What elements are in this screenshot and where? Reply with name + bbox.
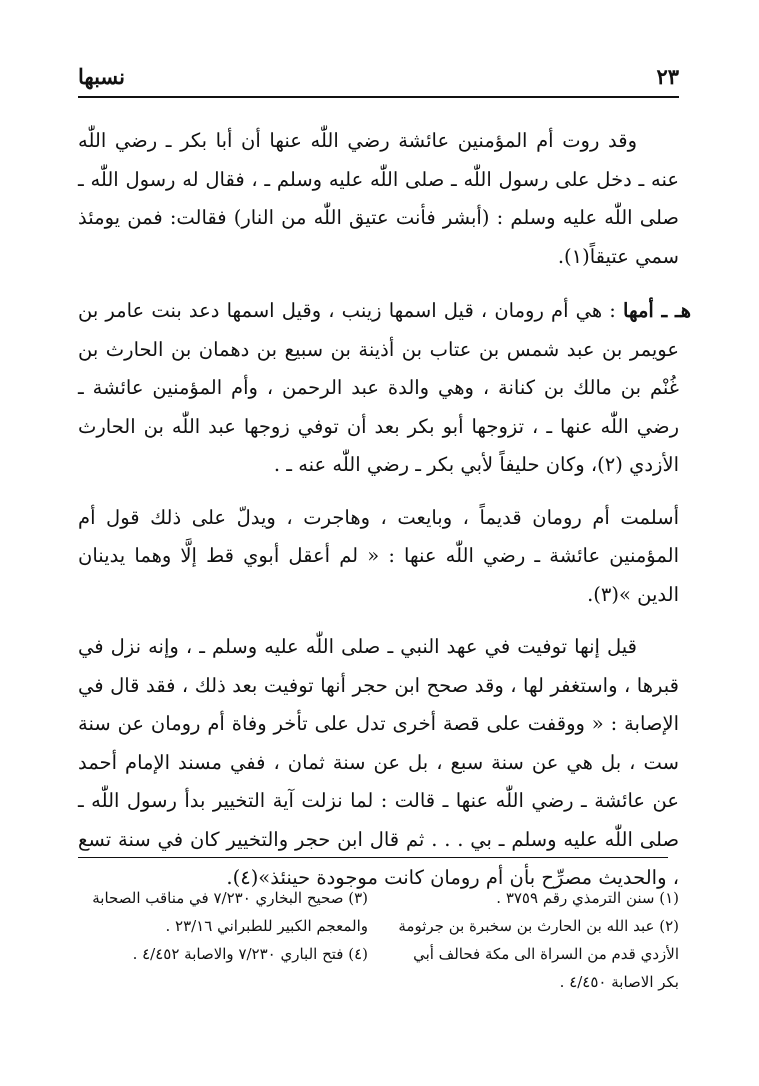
- footnote-divider: [78, 857, 668, 858]
- paragraph-death-date: قيل إنها توفيت في عهد النبي ـ صلى اللّٰه عليه وسلم ـ ، وإنه نزل في قبرها ، واستغفر لها ، وقد صحح ابن حجر أنها توفيت بعد ذلك ، فقد قال في الإصابة : « ووقفت على قصة أخرى تدل على تأخر وفاة أم رومان عن سنة ست ، بل هي عن سنة سبع ، بل عن سنة ثمان ، ففي مسند الإمام أحمد عن عائشة ـ رضي اللّٰه عنها ـ قالت : لما نزلت آية التخيير بدأ رسول اللّٰه ـ صلى اللّٰه عليه وسلم ـ بي . . . ثم قال ابن حجر والتخيير كان في سنة تسع ، والحديث مصرِّح بأن أم رومان كانت موجودة حينئذ»(٤).: [78, 635, 679, 889]
- footnote-line: (٢) عبد الله بن الحارث بن سخبرة بن جرثومة: [398, 917, 679, 935]
- page-number: ٢٣: [656, 64, 679, 89]
- paragraph-mother-text: : هي أم رومان ، قيل اسمها زينب ، وقيل اسمها دعد بنت عامر بن عويمر بن عبد شمس بن عتاب بن أذينة بن سبيع بن دهمان بن الحارث بن غُنْم بن مالك بن كنانة ، وهي والدة عبد الرحمن ، وأم المؤمنين عائشة ـ رضي اللّٰه عنها ـ ، تزوجها أبو بكر بعد أن توفي زوجها عبد اللّٰه بن الحارث الأزدي (٢)، وكان حليفاً لأبي بكر ـ رضي اللّٰه عنه ـ .: [78, 299, 679, 476]
- paragraph-abu-bakr-atiq: وقد روت أم المؤمنين عائشة رضي اللّٰه عنها أن أبا بكر ـ رضي اللّٰه عنه ـ دخل على رسول اللّٰه ـ صلى اللّٰه عليه وسلم ـ ، فقال له رسول اللّٰه ـ صلى اللّٰه عليه وسلم : (أبشر فأنت عتيق اللّٰه من النار) فقالت: فمن يومئذ سمي عتيقاً(١).: [78, 129, 679, 268]
- footnote-line: (٤) فتح الباري ٧/٢٣٠ والاصابة ٤/٤٥٢ .: [132, 945, 368, 963]
- paragraph-mother: [78, 292, 691, 485]
- footnote-line: الأزدي قدم من السراة الى مكة فحالف أبي: [413, 945, 679, 963]
- footnote-line: (١) سنن الترمذي رقم ٣٧٥٩ .: [496, 889, 679, 907]
- footnotes-right-column: [379, 884, 679, 996]
- footnote-line: بكر الاصابة ٤/٤٥٠ .: [559, 973, 679, 991]
- footnotes: [78, 884, 679, 996]
- footnote-line: والمعجم الكبير للطبراني ٢٣/١٦ .: [165, 917, 368, 935]
- main-text: [78, 122, 691, 898]
- section-marker-mother: هـ ـ أمها: [623, 299, 691, 322]
- page-header: [78, 60, 679, 96]
- footnotes-left-column: [78, 884, 368, 996]
- header-divider: [78, 96, 679, 98]
- running-title: نسبها: [78, 64, 125, 89]
- paragraph-conversion: أسلمت أم رومان قديماً ، وبايعت ، وهاجرت ، ويدلّ على ذلك قول أم المؤمنين عائشة ـ رضي اللّٰه عنها : « لم أعقل أبوي قط إلَّا وهما يدينان الدين »(٣).: [78, 505, 679, 606]
- footnote-line: (٣) صحيح البخاري ٧/٢٣٠ في مناقب الصحابة: [92, 889, 368, 907]
